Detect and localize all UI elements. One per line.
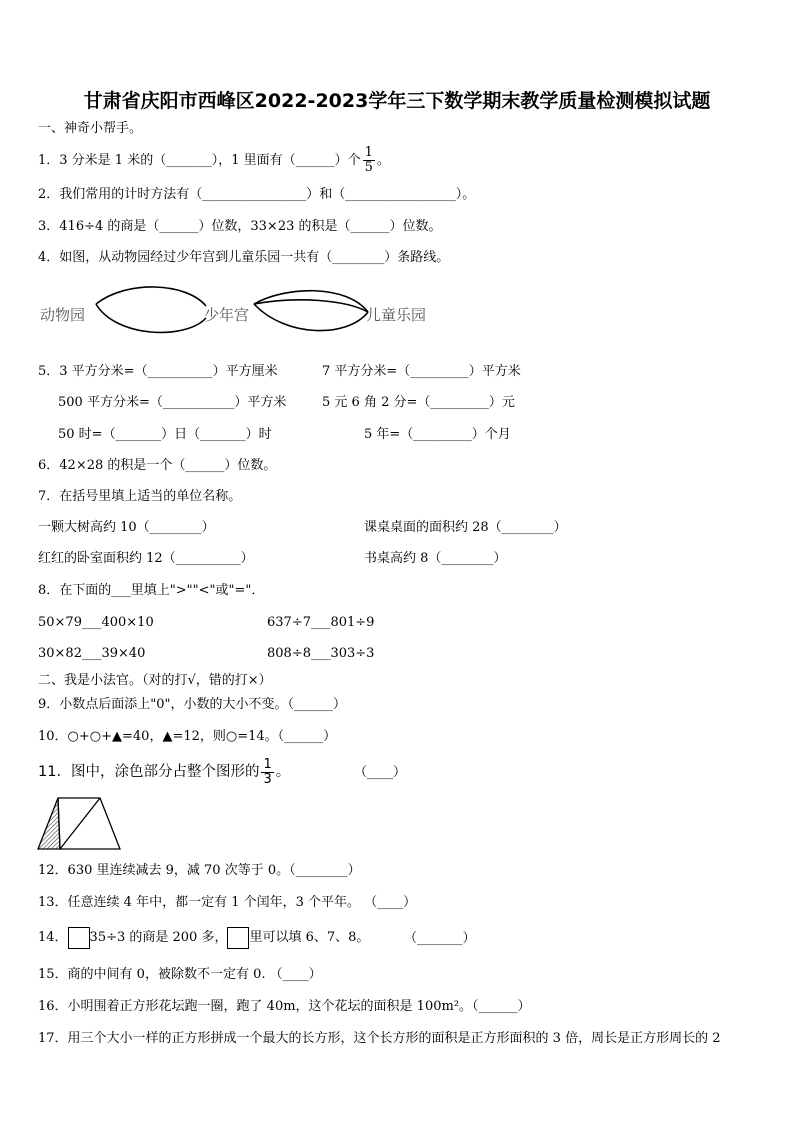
question-5f: 5 年=（_________）个月 [364,427,511,442]
question-13: 13．任意连续 4 年中，都一定有 1 个闰年，3 个平年。 （____） [38,895,417,910]
section-1-heading: 一、神奇小帮手。 [38,121,143,136]
question-17: 17．用三个大小一样的正方形拼成一个最大的长方形，这个长方形的面积是正方形面积的 3 倍，周长是正方形周长的 2 [38,1031,721,1046]
question-4: 4．如图，从动物园经过少年宫到儿童乐园一共有（________）条路线。 [38,250,450,265]
question-5c: 500 平方分米=（___________）平方米 [58,395,287,410]
question-3: 3．416÷4 的商是（______）位数，33×23 的积是（______）位数。 [38,219,442,234]
question-8a: 50×79___400×10 [38,615,154,630]
q11-blank: （____） [354,765,407,780]
question-10: 10．○+○+▲=40，▲=12，则○=14。（______） [38,729,337,744]
question-15: 15．商的中间有 0，被除数不一定有 0. （____） [38,967,322,982]
question-2: 2．我们常用的计时方法有（________________）和（_________________）。 [38,187,476,202]
question-8d: 808÷8___303÷3 [267,646,375,661]
q11-fraction [261,758,273,787]
question-5d: 5 元 6 角 2 分=（_________）元 [322,395,515,410]
page-title: 甘肃省庆阳市西峰区2022-2023学年三下数学期末教学质量检测模拟试题 [83,90,711,112]
question-5b: 7 平方分米=（_________）平方米 [322,364,521,379]
route-a-top [96,287,206,306]
palace-label: 少年宫 [204,306,250,324]
q14-box-1 [68,927,90,949]
diagonal-line [60,798,100,849]
q11-text: 11．图中，涂色部分占整个图形的 [38,764,260,780]
question-12: 12．630 里连续减去 9，减 70 次等于 0。（________） [38,863,361,878]
route-b-middle [254,300,368,312]
route-diagram [36,282,456,348]
question-14 [38,926,369,950]
q14-text-1: 35÷3 的商是 200 多， [89,930,228,945]
question-7a: 一颗大树高约 10（________） [38,520,215,535]
section-2-heading: 二、我是小法官。（对的打√，错的打×） [38,673,272,688]
q1-numerator: 1 [364,145,373,160]
q14-blank: （_______） [404,931,476,946]
question-11 [38,756,290,788]
question-7c: 红红的卧室面积约 12（__________） [38,551,254,566]
question-7: 7．在括号里填上适当的单位名称。 [38,489,242,504]
q14-text-2: 里可以填 6、7、8。 [249,930,370,945]
park-label: 儿童乐园 [366,306,427,324]
question-8b: 637÷7___801÷9 [267,615,375,630]
q1-denominator: 5 [364,160,373,175]
question-5a: 5．3 平方分米=（__________）平方厘米 [38,364,278,379]
question-7b: 课桌桌面的面积约 28（________） [364,520,567,535]
q1-end: 。 [376,153,390,168]
question-1 [38,146,390,176]
question-8c: 30×82___39×40 [38,646,146,661]
q11-end: 。 [275,764,291,780]
shaded-triangle [38,798,60,849]
question-8: 8．在下面的___里填上">""<"或"="． [38,583,265,598]
shaded-parallelogram [36,796,122,852]
q11-numerator: 1 [263,756,272,772]
question-9: 9．小数点后面添上"0"，小数的大小不变。（______） [38,697,347,712]
q1-text: 1．3 分米是 1 米的（_______），1 里面有（______）个 [38,153,361,168]
question-6: 6．42×28 的积是一个（______）位数。 [38,458,277,473]
route-a-bottom [96,304,206,332]
q1-fraction [363,146,375,175]
question-7d: 书桌高约 8（________） [364,551,507,566]
question-5e: 50 时=（_______）日（_______）时 [58,427,272,442]
q11-denominator: 3 [263,771,272,787]
route-b-bottom [254,304,368,331]
parallelogram-outline [58,798,120,849]
q14-number: 14． [38,930,68,945]
q14-box-2 [227,927,249,949]
zoo-label: 动物园 [40,306,86,324]
question-16: 16．小明围着正方形花坛跑一圈，跑了 40m，这个花坛的面积是 100m²。（______） [38,999,531,1014]
